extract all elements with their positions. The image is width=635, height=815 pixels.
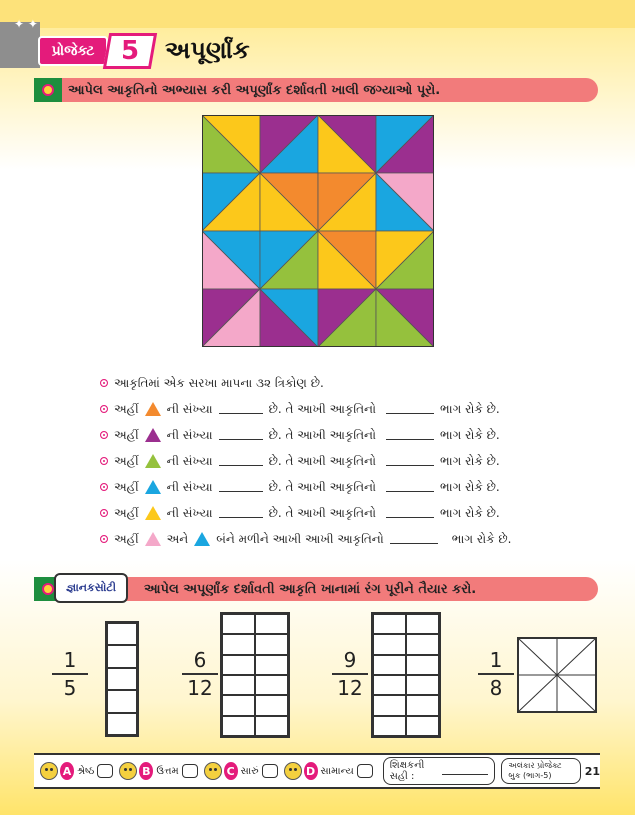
bullet-icon [100, 405, 108, 413]
grid-cell[interactable] [406, 655, 439, 675]
grade-label: શ્રેષ્ઠ [77, 765, 95, 777]
page-number: 21 [584, 764, 600, 778]
grid-cell[interactable] [107, 645, 137, 667]
part-text: ભાગ રોકે છે. [451, 531, 512, 546]
count-blank[interactable] [219, 482, 263, 492]
instruction-1-text: આપેલ આકૃતિનો અભ્યાસ કરી અપૂર્ણાંક દર્શાવતી ખાલી જગ્યાઓ પૂરો. [68, 82, 441, 98]
smiley-icon [204, 762, 222, 780]
fraction-grid-2[interactable] [220, 612, 290, 738]
grid-cell[interactable] [373, 716, 406, 736]
is-text: છે. તે આખી આકૃતિનો [268, 505, 376, 520]
orange-triangle-icon [145, 402, 161, 416]
fraction-grid-3[interactable] [371, 612, 441, 738]
grid-cell[interactable] [107, 623, 137, 645]
purple-triangle-icon [145, 428, 161, 442]
grade-letter: C [224, 762, 238, 780]
statement-row [100, 422, 560, 448]
together-text: બંને મળીને આખી આખી આકૃતિનો [216, 531, 384, 546]
grid-cell[interactable] [373, 634, 406, 654]
smiley-icon [119, 762, 137, 780]
fraction-denominator: 8 [489, 676, 503, 700]
grid-cell[interactable] [406, 716, 439, 736]
count-text: ની સંખ્યા [166, 427, 213, 442]
count-blank[interactable] [219, 508, 263, 518]
fraction-1 [50, 648, 90, 700]
grid-cell[interactable] [222, 634, 255, 654]
fraction-4 [476, 648, 516, 700]
grade-label: સામાન્ય [320, 765, 354, 777]
statement-row [100, 474, 560, 500]
grid-cell[interactable] [373, 675, 406, 695]
grid-cell[interactable] [373, 695, 406, 715]
grid-cell[interactable] [373, 655, 406, 675]
here-text: અહીં [114, 531, 139, 546]
grid-cell[interactable] [107, 690, 137, 712]
grid-cell[interactable] [107, 668, 137, 690]
here-text: અહીં [114, 479, 139, 494]
yellow-triangle-icon [145, 506, 161, 520]
grade-checkbox[interactable] [97, 764, 113, 778]
fraction-3 [330, 648, 370, 700]
grid-cell[interactable] [373, 614, 406, 634]
grade-letter: B [139, 762, 153, 780]
count-text: ની સંખ્યા [166, 505, 213, 520]
count-text: ની સંખ્યા [166, 479, 213, 494]
bullet-icon [100, 535, 108, 543]
smiley-icon [40, 762, 58, 780]
stars-icon: ✦ ✦ [14, 17, 38, 31]
project-number-text: 5 [120, 36, 140, 66]
grid-cell[interactable] [255, 655, 288, 675]
project-number [103, 33, 157, 69]
here-text: અહીં [114, 427, 139, 442]
fraction-numerator: 6 [193, 648, 207, 672]
teacher-signature[interactable] [383, 757, 496, 785]
count-text: ની સંખ્યા [166, 453, 213, 468]
count-blank[interactable] [219, 404, 263, 414]
fraction-grid-4[interactable] [517, 637, 597, 713]
project-label: પ્રોજેક્ટ [38, 36, 108, 66]
grid-cell[interactable] [406, 614, 439, 634]
page-title: અપૂર્ણાંક [165, 36, 250, 64]
grid-cell[interactable] [222, 695, 255, 715]
fraction-blank[interactable] [386, 508, 434, 518]
fraction-blank[interactable] [386, 456, 434, 466]
grade-label: ઉત્તમ [156, 765, 179, 777]
statement-first-text: આકૃતિમાં એક સરખા માપના ૩૨ ત્રિકોણ છે. [114, 375, 324, 390]
top-strip [0, 0, 635, 31]
count-blank[interactable] [219, 430, 263, 440]
part-text: ભાગ રોકે છે. [440, 453, 500, 468]
statement-row [100, 396, 560, 422]
signature-label: શિક્ષકની સહી : [389, 760, 425, 782]
grid-cell[interactable] [255, 716, 288, 736]
is-text: છે. તે આખી આકૃતિનો [268, 453, 376, 468]
grade-checkbox[interactable] [262, 764, 278, 778]
here-text: અહીં [114, 401, 139, 416]
statement-first [100, 370, 560, 396]
statement-last [100, 526, 560, 552]
triangle-figure [202, 115, 434, 347]
part-text: ભાગ રોકે છે. [440, 427, 500, 442]
grade-label: સારું [240, 765, 259, 777]
count-text: ની સંખ્યા [166, 401, 213, 416]
grade-d [284, 762, 373, 780]
fraction-blank[interactable] [386, 404, 434, 414]
smiley-icon [284, 762, 302, 780]
series-name: અલંકાર પ્રોજેક્ટ બુક (ભાગ-5) [501, 758, 580, 784]
grid-cell[interactable] [406, 634, 439, 654]
grid-cell[interactable] [222, 716, 255, 736]
grade-letter: D [304, 762, 318, 780]
bullet-icon [100, 509, 108, 517]
grid-cell[interactable] [406, 695, 439, 715]
fraction-numerator: 9 [343, 648, 357, 672]
fraction-blank[interactable] [386, 482, 434, 492]
fraction-denominator: 12 [187, 676, 213, 700]
bullet-icon [100, 379, 108, 387]
here-text: અહીં [114, 453, 139, 468]
grade-b [119, 762, 197, 780]
and-text: અને [166, 531, 189, 546]
grade-checkbox[interactable] [182, 764, 198, 778]
grid-cell[interactable] [107, 713, 137, 735]
fraction-denominator: 5 [63, 676, 77, 700]
section-badge: જ્ઞાનકસોટી [54, 573, 128, 603]
eye-icon [34, 78, 62, 102]
blue-triangle-icon [145, 480, 161, 494]
fraction-numerator: 1 [63, 648, 77, 672]
is-text: છે. તે આખી આકૃતિનો [268, 479, 376, 494]
is-text: છે. તે આખી આકૃતિનો [268, 401, 376, 416]
blue-triangle-icon [194, 532, 210, 546]
fraction-2 [180, 648, 220, 700]
statement-row [100, 448, 560, 474]
green-triangle-icon [145, 454, 161, 468]
grade-letter: A [60, 762, 74, 780]
here-text: અહીં [114, 505, 139, 520]
part-text: ભાગ રોકે છે. [440, 401, 500, 416]
fraction-blank[interactable] [386, 430, 434, 440]
fraction-numerator: 1 [489, 648, 503, 672]
grid-cell[interactable] [255, 614, 288, 634]
grid-cell[interactable] [222, 675, 255, 695]
answer-blank[interactable] [390, 534, 438, 544]
bullet-icon [100, 431, 108, 439]
fraction-grid-1[interactable] [105, 621, 139, 737]
fraction-denominator: 12 [337, 676, 363, 700]
statement-list [100, 370, 560, 552]
grid-cell[interactable] [255, 675, 288, 695]
grid-cell[interactable] [406, 675, 439, 695]
grade-checkbox[interactable] [357, 764, 373, 778]
bullet-icon [100, 483, 108, 491]
grid-cell[interactable] [222, 614, 255, 634]
part-text: ભાગ રોકે છે. [440, 479, 500, 494]
instruction-bar-1 [34, 78, 598, 102]
count-blank[interactable] [219, 456, 263, 466]
instruction-2-text: આપેલ અપૂર્ણાંક દર્શાવતી આકૃતિ ખાનામાં રંગ પૂરીને તૈયાર કરો. [144, 581, 477, 597]
statement-row [100, 500, 560, 526]
is-text: છે. તે આખી આકૃતિનો [268, 427, 376, 442]
grade-c [204, 762, 278, 780]
grid-cell[interactable] [255, 695, 288, 715]
grading-footer [34, 753, 600, 789]
bullet-icon [100, 457, 108, 465]
grid-cell[interactable] [222, 655, 255, 675]
grid-cell[interactable] [255, 634, 288, 654]
pink-triangle-icon [145, 532, 161, 546]
part-text: ભાગ રોકે છે. [440, 505, 500, 520]
grade-a [40, 762, 113, 780]
